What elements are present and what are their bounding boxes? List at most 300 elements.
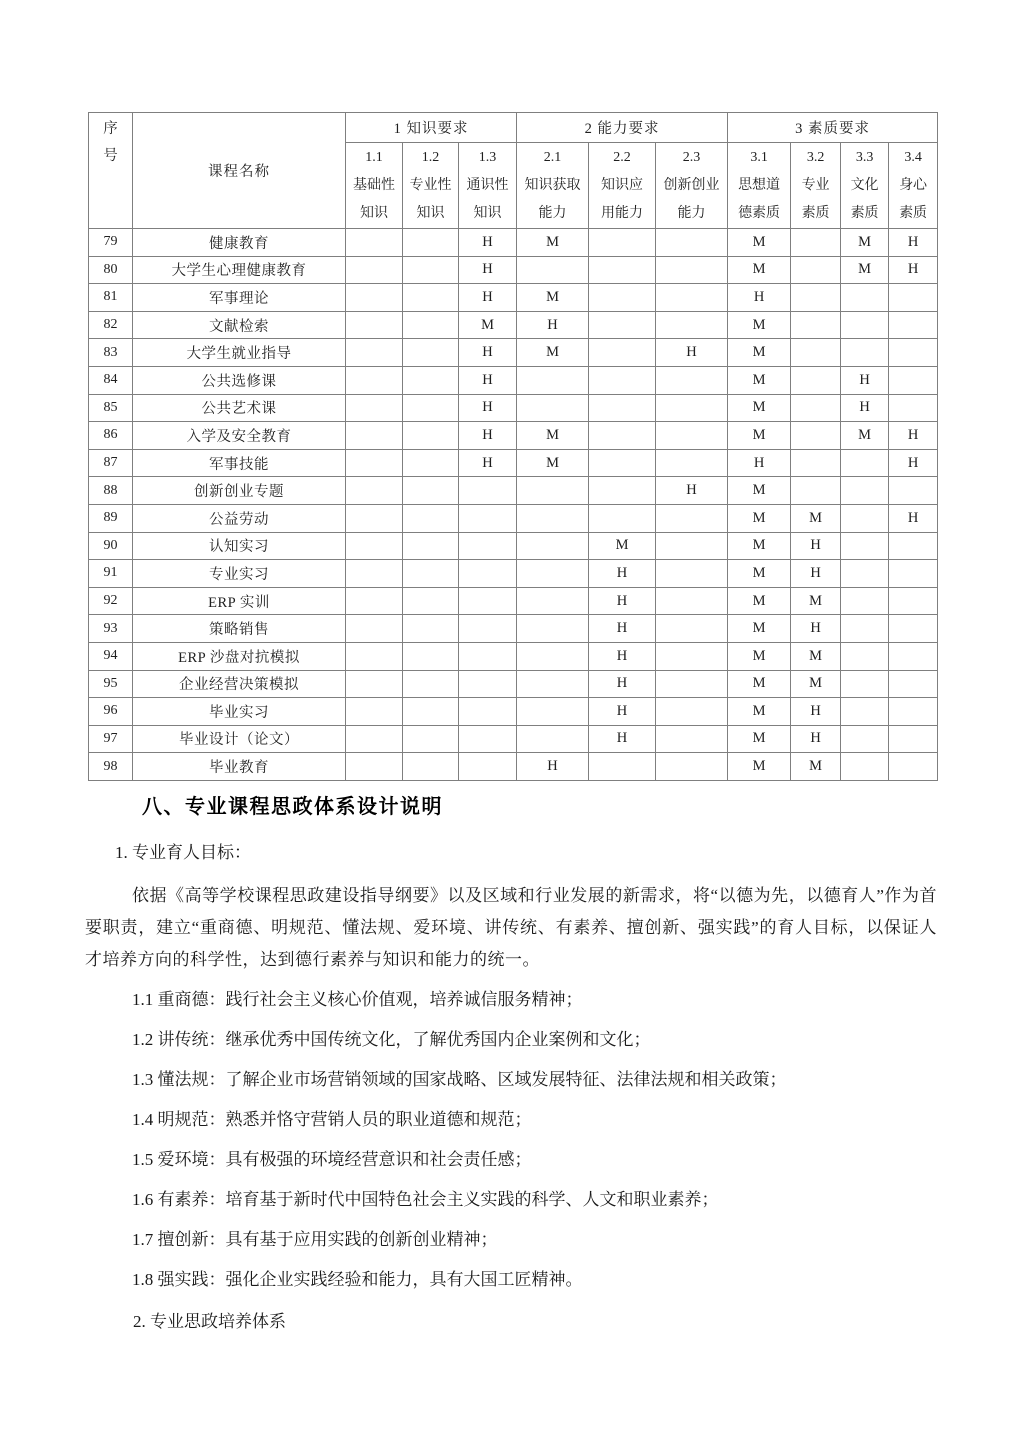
mark-cell xyxy=(841,753,889,781)
mark-cell: M xyxy=(728,229,791,257)
mark-cell: H xyxy=(517,311,589,339)
course-name-cell: 大学生心理健康教育 xyxy=(133,256,346,284)
mark-cell xyxy=(841,670,889,698)
mark-cell xyxy=(517,642,589,670)
mark-cell xyxy=(589,477,656,505)
mark-cell: M xyxy=(517,339,589,367)
mark-cell: H xyxy=(589,698,656,726)
mark-cell: H xyxy=(656,339,728,367)
mark-cell xyxy=(403,532,459,560)
mark-cell: M xyxy=(728,615,791,643)
mark-cell: H xyxy=(589,725,656,753)
row-number-cell: 82 xyxy=(89,311,133,339)
column-header-line: 创新创业 xyxy=(663,177,720,193)
column-header-line: 专业性 xyxy=(409,177,452,193)
row-number-cell: 85 xyxy=(89,394,133,422)
table-row xyxy=(89,560,938,588)
mark-cell xyxy=(889,753,938,781)
mark-cell: M xyxy=(791,504,841,532)
column-header-line: 素质 xyxy=(850,205,879,221)
mark-cell: H xyxy=(459,394,517,422)
table-row xyxy=(89,504,938,532)
mark-cell xyxy=(346,615,403,643)
mark-cell xyxy=(589,394,656,422)
table-row xyxy=(89,366,938,394)
mark-cell xyxy=(589,256,656,284)
mark-cell xyxy=(589,449,656,477)
mark-cell: H xyxy=(791,615,841,643)
mark-cell: M xyxy=(728,422,791,450)
column-header-2.1 xyxy=(517,143,589,229)
table-row xyxy=(89,615,938,643)
mark-cell: M xyxy=(728,698,791,726)
mark-cell: H xyxy=(889,256,938,284)
row-number-cell: 84 xyxy=(89,366,133,394)
mark-cell: M xyxy=(459,311,517,339)
row-number-cell: 88 xyxy=(89,477,133,505)
mark-cell xyxy=(589,422,656,450)
course-name-cell: 公益劳动 xyxy=(133,504,346,532)
mark-cell xyxy=(889,587,938,615)
intro-paragraph: 依据《高等学校课程思政建设指导纲要》以及区域和行业发展的新需求，将“以德为先，以德育人”作为首要职责，建立“重商德、明规范、懂法规、爱环境、讲传统、有素养、擅创新、强实践”的育人目标，以保证人才培养方向的科学性，达到德行素养与知识和能力的统一。 xyxy=(85,886,937,969)
mark-cell: M xyxy=(589,532,656,560)
course-name-cell: 企业经营决策模拟 xyxy=(133,670,346,698)
column-header-line: 2.2 xyxy=(613,149,631,165)
mark-cell: M xyxy=(728,587,791,615)
row-number-cell: 90 xyxy=(89,532,133,560)
mark-cell xyxy=(403,725,459,753)
table-row xyxy=(89,477,938,505)
group-header-quality: 3 素质要求 xyxy=(728,113,938,143)
table-row xyxy=(89,311,938,339)
mark-cell xyxy=(841,284,889,312)
mark-cell: M xyxy=(517,284,589,312)
table-row xyxy=(89,753,938,781)
mark-cell: M xyxy=(728,477,791,505)
column-header-line: 1.3 xyxy=(478,149,497,165)
mark-cell: H xyxy=(589,642,656,670)
mark-cell xyxy=(889,698,938,726)
column-header-line: 3.3 xyxy=(855,149,874,165)
column-header-line: 基础性 xyxy=(353,177,395,193)
mark-cell xyxy=(889,366,938,394)
row-number-cell: 98 xyxy=(89,753,133,781)
row-number-cell: 97 xyxy=(89,725,133,753)
mark-cell xyxy=(459,725,517,753)
course-name-cell: 文献检索 xyxy=(133,311,346,339)
group-header-knowledge: 1 知识要求 xyxy=(346,113,517,143)
mark-cell xyxy=(517,532,589,560)
mark-cell: H xyxy=(589,560,656,588)
table-row xyxy=(89,422,938,450)
mark-cell xyxy=(889,339,938,367)
mark-cell xyxy=(656,422,728,450)
table-row xyxy=(89,642,938,670)
mark-cell xyxy=(403,642,459,670)
course-name-cell: 创新创业专题 xyxy=(133,477,346,505)
mark-cell: M xyxy=(728,753,791,781)
mark-cell: M xyxy=(841,256,889,284)
row-number-cell: 95 xyxy=(89,670,133,698)
mark-cell xyxy=(517,670,589,698)
column-header-line: 知识 xyxy=(416,205,445,221)
mark-cell: H xyxy=(589,670,656,698)
course-name-cell: ERP 实训 xyxy=(133,587,346,615)
mark-cell xyxy=(459,532,517,560)
mark-cell: H xyxy=(656,477,728,505)
mark-cell xyxy=(791,284,841,312)
mark-cell xyxy=(791,394,841,422)
mark-cell: H xyxy=(841,366,889,394)
mark-cell xyxy=(346,725,403,753)
mark-cell xyxy=(841,532,889,560)
table-row xyxy=(89,587,938,615)
table-row xyxy=(89,256,938,284)
mark-cell xyxy=(889,284,938,312)
mark-cell: M xyxy=(728,366,791,394)
goal-item: 1.3 懂法规：了解企业市场营销领域的国家战略、区域发展特征、法律法规和相关政策； xyxy=(132,1070,787,1089)
mark-cell xyxy=(841,725,889,753)
mark-cell: M xyxy=(791,670,841,698)
mark-cell: H xyxy=(517,753,589,781)
mark-cell xyxy=(656,725,728,753)
mark-cell xyxy=(346,339,403,367)
section-content xyxy=(85,794,937,1338)
mark-cell: H xyxy=(589,615,656,643)
goal-item: 1.8 强实践：强化企业实践经验和能力，具有大国工匠精神。 xyxy=(132,1270,583,1289)
mark-cell xyxy=(459,504,517,532)
mark-cell xyxy=(346,394,403,422)
course-name-cell: 专业实习 xyxy=(133,560,346,588)
mark-cell xyxy=(517,587,589,615)
mark-cell xyxy=(346,366,403,394)
mark-cell: H xyxy=(889,504,938,532)
table-row xyxy=(89,698,938,726)
mark-cell xyxy=(791,339,841,367)
row-number-cell: 86 xyxy=(89,422,133,450)
mark-cell xyxy=(589,229,656,257)
mark-cell: H xyxy=(889,422,938,450)
mark-cell xyxy=(656,560,728,588)
mark-cell: H xyxy=(459,449,517,477)
mark-cell: H xyxy=(459,256,517,284)
mark-cell xyxy=(403,698,459,726)
mark-cell xyxy=(403,422,459,450)
course-name-cell: 毕业设计（论文） xyxy=(133,725,346,753)
course-name-cell: 入学及安全教育 xyxy=(133,422,346,450)
column-header-line: 身心 xyxy=(899,177,928,193)
numbered-item-2: 2. 专业思政培养体系 xyxy=(133,1312,286,1331)
mark-cell xyxy=(841,339,889,367)
column-header-line: 1.2 xyxy=(421,149,440,165)
row-number-cell: 89 xyxy=(89,504,133,532)
mark-cell xyxy=(589,339,656,367)
mark-cell xyxy=(841,642,889,670)
mark-cell: M xyxy=(728,670,791,698)
goal-item: 1.2 讲传统：继承优秀中国传统文化，了解优秀国内企业案例和文化； xyxy=(132,1030,651,1049)
mark-cell: M xyxy=(728,504,791,532)
mark-cell xyxy=(791,229,841,257)
mark-cell xyxy=(889,532,938,560)
column-header-line: 素质 xyxy=(801,205,830,221)
course-name-cell: 毕业实习 xyxy=(133,698,346,726)
course-name-cell: 公共艺术课 xyxy=(133,394,346,422)
mark-cell: M xyxy=(728,560,791,588)
mark-cell: M xyxy=(728,725,791,753)
mark-cell: H xyxy=(841,394,889,422)
mark-cell xyxy=(889,615,938,643)
column-header-line: 3.2 xyxy=(806,149,825,165)
row-number-cell: 83 xyxy=(89,339,133,367)
mark-cell xyxy=(841,587,889,615)
mark-cell xyxy=(656,394,728,422)
column-header-1.3 xyxy=(459,143,517,229)
mark-cell xyxy=(791,449,841,477)
mark-cell: M xyxy=(728,532,791,560)
column-header-line: 素质 xyxy=(899,205,928,221)
column-header-line: 2.3 xyxy=(682,149,701,165)
mark-cell xyxy=(517,256,589,284)
goal-item: 1.1 重商德：践行社会主义核心价值观，培养诚信服务精神； xyxy=(132,990,583,1009)
mark-cell xyxy=(589,366,656,394)
mark-cell: H xyxy=(889,229,938,257)
course-name-cell: 大学生就业指导 xyxy=(133,339,346,367)
mark-cell xyxy=(656,229,728,257)
row-number-cell: 87 xyxy=(89,449,133,477)
mark-cell xyxy=(791,311,841,339)
mark-cell: H xyxy=(791,560,841,588)
mark-cell xyxy=(589,311,656,339)
numbered-item-1: 1. 专业育人目标： xyxy=(115,843,251,862)
course-table-body xyxy=(89,229,938,781)
column-header-line: 1.1 xyxy=(365,149,383,165)
mark-cell: M xyxy=(791,587,841,615)
table-row xyxy=(89,284,938,312)
mark-cell xyxy=(656,642,728,670)
column-header-1.2 xyxy=(403,143,459,229)
course-column-header: 课程名称 xyxy=(133,113,346,229)
mark-cell xyxy=(841,560,889,588)
row-number-cell: 94 xyxy=(89,642,133,670)
course-name-cell: 军事理论 xyxy=(133,284,346,312)
mark-cell xyxy=(403,339,459,367)
mark-cell: H xyxy=(459,229,517,257)
mark-cell xyxy=(403,477,459,505)
mark-cell xyxy=(459,560,517,588)
mark-cell xyxy=(346,311,403,339)
mark-cell: H xyxy=(459,366,517,394)
column-header-3.3 xyxy=(841,143,889,229)
group-header-ability: 2 能力要求 xyxy=(517,113,728,143)
mark-cell xyxy=(889,642,938,670)
column-header-3.2 xyxy=(791,143,841,229)
mark-cell: H xyxy=(791,532,841,560)
goals-list xyxy=(85,984,937,1296)
column-header-line: 用能力 xyxy=(601,205,644,221)
mark-cell xyxy=(517,698,589,726)
mark-cell xyxy=(403,284,459,312)
mark-cell xyxy=(791,477,841,505)
mark-cell xyxy=(346,256,403,284)
mark-cell xyxy=(459,615,517,643)
column-header-2.2 xyxy=(589,143,656,229)
column-header-line: 能力 xyxy=(677,205,706,221)
goal-item: 1.7 擅创新：具有基于应用实践的创新创业精神； xyxy=(132,1230,498,1249)
section-heading: 八、专业课程思政体系设计说明 xyxy=(142,796,443,818)
mark-cell xyxy=(656,256,728,284)
mark-cell xyxy=(656,587,728,615)
group-header-row xyxy=(89,113,938,143)
mark-cell xyxy=(346,587,403,615)
mark-cell xyxy=(889,394,938,422)
mark-cell: H xyxy=(889,449,938,477)
mark-cell xyxy=(403,670,459,698)
mark-cell xyxy=(656,284,728,312)
mark-cell xyxy=(346,284,403,312)
table-row xyxy=(89,670,938,698)
column-header-line: 知识应 xyxy=(601,177,644,193)
mark-cell xyxy=(841,504,889,532)
mark-cell: M xyxy=(728,394,791,422)
course-name-cell: 认知实习 xyxy=(133,532,346,560)
column-header-line: 知识获取 xyxy=(524,177,581,193)
mark-cell xyxy=(791,256,841,284)
course-requirements-table xyxy=(88,112,938,781)
mark-cell xyxy=(889,725,938,753)
goal-item: 1.5 爱环境：具有极强的环境经营意识和社会责任感； xyxy=(132,1150,532,1169)
mark-cell xyxy=(459,698,517,726)
row-number-cell: 96 xyxy=(89,698,133,726)
mark-cell xyxy=(403,504,459,532)
mark-cell xyxy=(791,366,841,394)
mark-cell xyxy=(346,477,403,505)
row-number-cell: 92 xyxy=(89,587,133,615)
mark-cell: H xyxy=(459,422,517,450)
mark-cell xyxy=(403,753,459,781)
mark-cell: H xyxy=(728,284,791,312)
mark-cell xyxy=(656,311,728,339)
mark-cell xyxy=(517,560,589,588)
column-header-line: 思想道 xyxy=(738,177,781,193)
seq-column-header xyxy=(89,113,133,229)
mark-cell: H xyxy=(459,284,517,312)
mark-cell: H xyxy=(459,339,517,367)
mark-cell xyxy=(346,642,403,670)
mark-cell: M xyxy=(517,449,589,477)
mark-cell xyxy=(459,753,517,781)
mark-cell xyxy=(889,560,938,588)
mark-cell xyxy=(346,670,403,698)
column-header-line: 通识性 xyxy=(466,177,509,193)
mark-cell xyxy=(459,477,517,505)
mark-cell xyxy=(459,587,517,615)
mark-cell xyxy=(403,615,459,643)
mark-cell xyxy=(403,394,459,422)
course-name-cell: ERP 沙盘对抗模拟 xyxy=(133,642,346,670)
row-number-cell: 91 xyxy=(89,560,133,588)
mark-cell xyxy=(656,449,728,477)
column-header-line: 能力 xyxy=(538,205,567,221)
mark-cell xyxy=(517,504,589,532)
mark-cell: M xyxy=(841,229,889,257)
mark-cell xyxy=(841,449,889,477)
mark-cell xyxy=(517,477,589,505)
table-row xyxy=(89,339,938,367)
mark-cell xyxy=(346,560,403,588)
seq-column-header-label: 序号 xyxy=(103,121,118,164)
row-number-cell: 80 xyxy=(89,256,133,284)
mark-cell: M xyxy=(791,753,841,781)
mark-cell: M xyxy=(841,422,889,450)
mark-cell xyxy=(656,670,728,698)
course-name-cell: 健康教育 xyxy=(133,229,346,257)
mark-cell xyxy=(517,394,589,422)
mark-cell xyxy=(346,422,403,450)
mark-cell: H xyxy=(791,698,841,726)
mark-cell xyxy=(656,753,728,781)
goal-item: 1.6 有素养：培育基于新时代中国特色社会主义实践的科学、人文和职业素养； xyxy=(132,1190,719,1209)
mark-cell xyxy=(517,615,589,643)
mark-cell: M xyxy=(728,311,791,339)
row-number-cell: 79 xyxy=(89,229,133,257)
mark-cell: H xyxy=(791,725,841,753)
mark-cell xyxy=(589,284,656,312)
mark-cell xyxy=(346,753,403,781)
course-name-cell: 军事技能 xyxy=(133,449,346,477)
table-row xyxy=(89,394,938,422)
mark-cell xyxy=(346,532,403,560)
row-number-cell: 93 xyxy=(89,615,133,643)
mark-cell xyxy=(656,532,728,560)
column-header-line: 知识 xyxy=(360,205,388,221)
mark-cell xyxy=(517,725,589,753)
table-header xyxy=(89,113,938,229)
column-header-line: 3.1 xyxy=(750,149,768,165)
mark-cell: M xyxy=(517,422,589,450)
mark-cell xyxy=(656,698,728,726)
mark-cell xyxy=(403,560,459,588)
column-header-line: 专业 xyxy=(801,177,830,193)
mark-cell: H xyxy=(589,587,656,615)
mark-cell xyxy=(589,504,656,532)
table-row xyxy=(89,229,938,257)
mark-cell xyxy=(889,311,938,339)
column-header-3.4 xyxy=(889,143,938,229)
course-name-cell: 毕业教育 xyxy=(133,753,346,781)
mark-cell xyxy=(403,256,459,284)
column-header-3.1 xyxy=(728,143,791,229)
column-header-1.1 xyxy=(346,143,403,229)
mark-cell xyxy=(656,615,728,643)
mark-cell xyxy=(403,229,459,257)
mark-cell xyxy=(346,698,403,726)
mark-cell xyxy=(403,366,459,394)
mark-cell xyxy=(791,422,841,450)
mark-cell xyxy=(346,504,403,532)
table-row xyxy=(89,449,938,477)
mark-cell: M xyxy=(517,229,589,257)
mark-cell xyxy=(346,449,403,477)
mark-cell xyxy=(841,311,889,339)
mark-cell xyxy=(403,449,459,477)
course-name-cell: 策略销售 xyxy=(133,615,346,643)
mark-cell xyxy=(459,670,517,698)
mark-cell xyxy=(459,642,517,670)
mark-cell xyxy=(656,366,728,394)
course-name-cell: 公共选修课 xyxy=(133,366,346,394)
mark-cell: M xyxy=(728,256,791,284)
mark-cell: M xyxy=(791,642,841,670)
